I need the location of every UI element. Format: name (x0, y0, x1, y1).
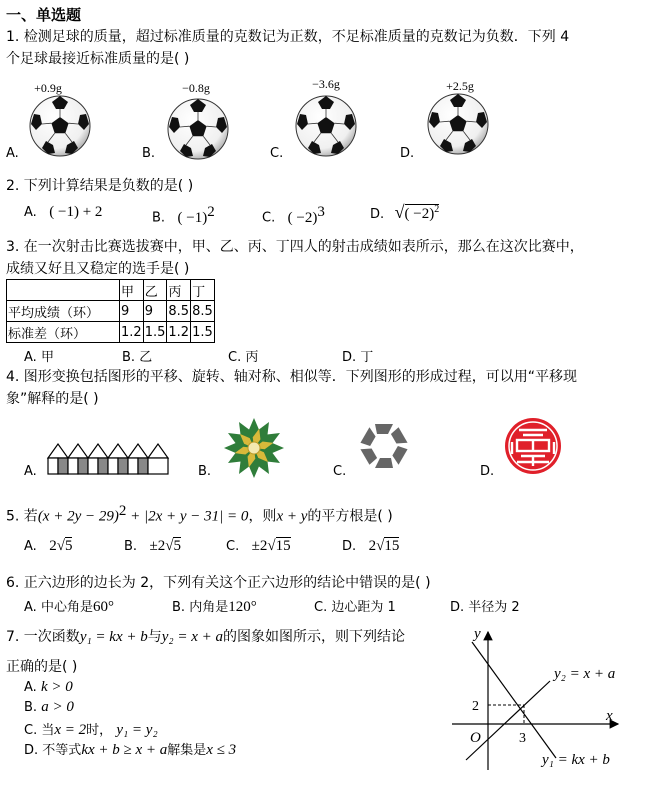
q2-option-a-expr: ( −1) + 2 (49, 204, 103, 220)
q5-option-c-radicand: 15 (275, 538, 291, 554)
radical-sign-icon: √ (267, 538, 276, 554)
q6-stem: 6. 正六边形的边长为 2，下列有关这个正六边形的结论中错误的是( ) (6, 575, 431, 591)
q5-option-c-coef: ±2 (251, 538, 268, 554)
q5-mid: ，则 (248, 508, 277, 525)
q3-score-table (6, 279, 215, 343)
q6-option-a-angle: 60° (92, 599, 114, 615)
q1-option-a[interactable]: A. (6, 146, 19, 161)
table-row (7, 301, 215, 322)
table-header-cell: 乙 (143, 280, 167, 301)
table-cell: 9 (143, 301, 167, 322)
q5-stem (6, 500, 393, 528)
table-cell: 标准差（环） (7, 322, 120, 343)
line-y2 (466, 681, 550, 760)
table-cell: 8.5 (191, 301, 215, 322)
hexagon-spiral-figure (360, 424, 407, 468)
radical-sign-icon: √ (394, 202, 405, 222)
q7-stem-line2: 正确的是( ) (6, 659, 78, 675)
q5-option-d[interactable]: D. 2√15 (342, 538, 400, 554)
table-header-cell: 丙 (167, 280, 191, 301)
radical-sign-icon: √ (56, 538, 65, 554)
table-header-cell: 甲 (120, 280, 144, 301)
q4-option-d[interactable]: D. (480, 464, 495, 479)
ball-a-mass: +0.9g (34, 81, 62, 95)
q2-option-c[interactable] (262, 204, 325, 227)
q6-option-b[interactable]: B. 内角是120° (172, 599, 257, 615)
q7-function-2: y₂ = x + a (161, 629, 224, 645)
q3-option-c-text: 丙 (245, 350, 259, 365)
q2-option-c-base: ( −2) (287, 209, 318, 226)
q5-option-b-coef: ±2 (149, 538, 166, 554)
translated-houses-figure (48, 444, 168, 474)
q3-stem-line1: 3. 在一次射击比赛选拔赛中，甲、乙、丙、丁四人的射击成绩如表所示，那么在这次比赛中， (6, 239, 584, 255)
table-cell: 1.5 (191, 322, 215, 343)
x-axis-label: x (606, 708, 613, 724)
q1-balls-figure (0, 72, 662, 164)
q7-stem-line1: 7. 一次函数y₁ = kx + b与y₂ = x + a的图象如图所示，则下列结论 (6, 629, 406, 645)
q5-prefix: 5. 若 (6, 508, 38, 525)
q2-option-b[interactable] (152, 204, 215, 227)
q4-option-b[interactable]: B. (198, 464, 212, 479)
q1-option-b[interactable]: B. (142, 146, 156, 161)
q4-stem-line1: 4. 图形变换包括图形的平移、旋转、轴对称、相似等．下列图形的形成过程，可以用“平移现 (6, 369, 578, 385)
q5-option-a-radicand: 5 (64, 538, 73, 554)
q6-option-b-angle: 120° (228, 599, 257, 615)
q2-option-d[interactable] (370, 202, 439, 223)
ball-b (168, 81, 228, 159)
radical-sign-icon: √ (376, 538, 385, 554)
q3-option-c[interactable]: C. 丙 (228, 350, 259, 365)
q1-option-c[interactable]: C. (270, 146, 284, 161)
ball-c (296, 77, 356, 156)
table-cell: 1.2 (120, 322, 144, 343)
q5-option-c[interactable]: C. ±2√15 (226, 538, 291, 554)
q5-option-b-radicand: 5 (173, 538, 181, 554)
q7-option-c[interactable]: C. 当x = 2时， y₁ = y₂ (24, 722, 158, 738)
ball-a (30, 81, 90, 156)
q3-stem-line2: 成绩又好且又稳定的选手是( ) (6, 261, 190, 277)
line-y1 (472, 642, 556, 758)
table-header-cell (7, 280, 120, 301)
q5-option-a[interactable]: A. 2√5 (24, 538, 73, 554)
q1-stem-line1: 1. 检测足球的质量，超过标准质量的克数记为正数，不足标准质量的克数记为负数．下列 4 (6, 29, 570, 45)
table-header-row (7, 280, 215, 301)
q5-condition: (x + 2y − 29) (37, 508, 119, 525)
table-cell: 9 (120, 301, 144, 322)
table-header-cell: 丁 (191, 280, 215, 301)
ball-d (428, 79, 488, 154)
q3-option-a[interactable]: A. 甲 (24, 350, 54, 365)
q5-target: x + y (276, 508, 308, 525)
q3-option-b[interactable]: B. 乙 (122, 350, 153, 365)
radical-sign-icon: √ (165, 538, 174, 554)
table-cell: 1.5 (143, 322, 167, 343)
q2-option-d-exp: 2 (434, 204, 440, 215)
q7-function-1: y₁ = kx + b (79, 629, 148, 645)
q6-option-d[interactable]: D. 半径为 2 (450, 600, 520, 615)
q2-option-c-exp: 3 (317, 204, 325, 220)
q5-condition-rest: + |2x + y − 31| = 0 (126, 508, 249, 525)
q5-option-b[interactable]: B. ±2√5 (124, 538, 181, 554)
ball-d-mass: +2.5g (446, 79, 474, 93)
table-cell: 1.2 (167, 322, 191, 343)
origin-label: O (470, 730, 481, 746)
q3-option-d-text: 丁 (360, 350, 374, 365)
q2-option-c-letter: C. (262, 210, 276, 226)
q2-option-d-letter: D. (370, 207, 385, 222)
q5-suffix: 的平方根是( ) (307, 508, 393, 525)
ball-c-mass: −3.6g (312, 77, 340, 91)
red-seal-figure (505, 418, 561, 474)
table-row (7, 322, 215, 343)
table-cell: 8.5 (167, 301, 191, 322)
q4-figures (0, 414, 662, 482)
rotated-flower-figure (224, 418, 284, 478)
x-tick-label: 3 (519, 731, 526, 746)
table-cell: 平均成绩（环） (7, 301, 120, 322)
q4-stem-line2: 象”解释的是( ) (6, 391, 99, 407)
q4-option-a[interactable]: A. (24, 464, 37, 479)
q5-option-d-radicand: 15 (384, 538, 400, 554)
y-axis-label: y (474, 626, 481, 642)
q2-option-b-letter: B. (152, 210, 166, 226)
q3-option-b-text: 乙 (139, 350, 153, 365)
q7-option-d[interactable]: D. 不等式kx + b ≥ x + a解集是x ≤ 3 (24, 742, 237, 758)
q6-option-c[interactable]: C. 边心距为 1 (314, 600, 396, 615)
line-y2-label: y₂ = x + a (554, 666, 616, 682)
q2-stem: 2. 下列计算结果是负数的是( ) (6, 178, 194, 194)
q5-option-a-coef: 2 (49, 538, 57, 554)
q7-option-a[interactable]: A. k > 0 (24, 679, 73, 695)
q2-option-a-letter: A. (24, 205, 37, 220)
q3-option-d[interactable]: D. 丁 (342, 350, 374, 365)
q1-stem-line2: 个足球最接近标准质量的是( ) (6, 51, 190, 67)
y-tick-label: 2 (472, 699, 479, 714)
q4-option-c[interactable]: C. (333, 464, 347, 479)
q6-option-a[interactable]: A. 中心角是60° (24, 599, 114, 615)
ball-b-mass: −0.8g (182, 81, 210, 95)
q1-option-d[interactable]: D. (400, 146, 415, 161)
q7-option-b[interactable]: B. a > 0 (24, 699, 74, 715)
q2-option-b-exp: 2 (207, 204, 215, 220)
q5-condition-exp: 2 (118, 503, 127, 519)
q2-option-d-radicand: ( −2)$^2$ (404, 204, 440, 222)
line-y1-label: y₁ = kx + b (542, 752, 610, 768)
q3-option-a-text: 甲 (40, 350, 54, 365)
q7-function-graph (448, 624, 628, 774)
section-title: 一、单选题 (6, 6, 82, 24)
q2-option-b-base: ( −1) (177, 209, 208, 226)
q5-option-d-coef: 2 (368, 538, 377, 554)
q2-option-a[interactable] (24, 204, 102, 221)
